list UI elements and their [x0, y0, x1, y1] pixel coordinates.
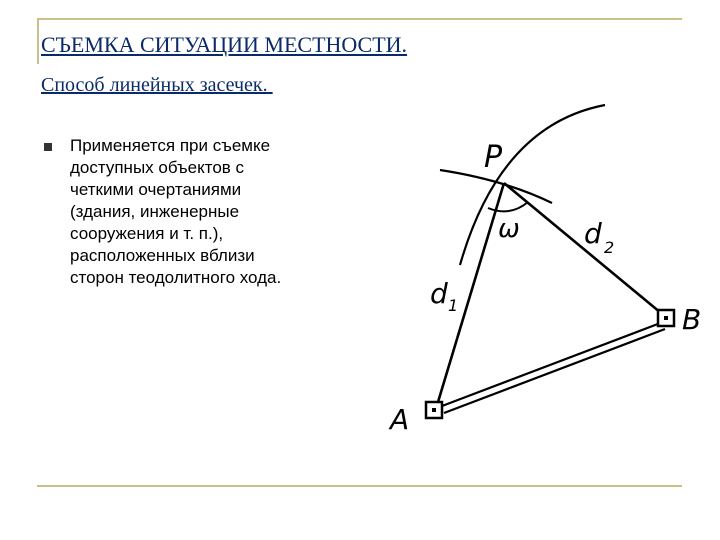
bullet-line: доступных объектов с [70, 158, 245, 177]
slide-title: СЪЕМКА СИТУАЦИИ МЕСТНОСТИ. [41, 32, 408, 57]
slide-subtitle: Способ линейных засечек. [41, 74, 273, 96]
bullet-line: четкими очертаниями [70, 180, 242, 199]
bullet-marker-icon [44, 143, 52, 151]
label-point-b: B [682, 303, 702, 336]
label-point-p: P [484, 140, 503, 175]
bullet-line: Применяется при съемке [70, 136, 271, 155]
point-a-center [432, 408, 436, 412]
label-distance-2: d [584, 217, 602, 250]
traverse-side-ab [442, 322, 663, 406]
linear-intersection-diagram [380, 95, 710, 445]
label-point-a: A [390, 403, 410, 436]
frame-left-rule [37, 18, 39, 64]
frame-top-rule [37, 18, 682, 20]
side-p-b [504, 183, 667, 318]
bullet-text [70, 135, 370, 289]
bullet-line: сторон теодолитного хода. [70, 268, 282, 287]
frame-bottom-rule [37, 485, 682, 487]
traverse-side-ab-inner [444, 329, 665, 413]
label-angle: ω [498, 214, 520, 244]
bullet-line: сооружения и т. п.), [70, 224, 224, 243]
angle-omega-arc [488, 202, 528, 211]
label-distance-1: d [430, 277, 448, 310]
point-b-center [664, 316, 668, 320]
label-distance-2-sub: 2 [604, 238, 615, 257]
label-distance-1-sub: 1 [448, 296, 459, 315]
bullet-line: расположенных вблизи [70, 246, 255, 265]
bullet-line: (здания, инженерные [70, 202, 240, 221]
